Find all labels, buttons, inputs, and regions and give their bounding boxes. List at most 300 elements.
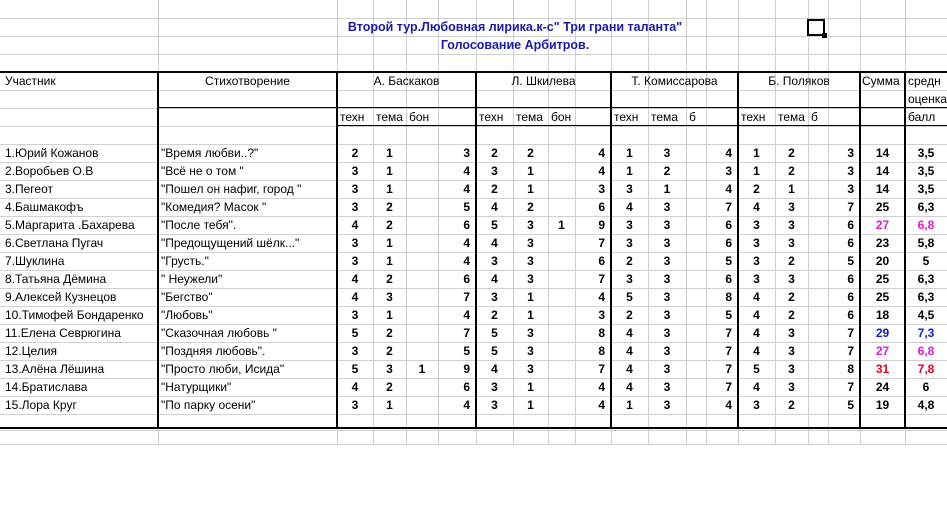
poem-title[interactable]: "Время любви..?" bbox=[161, 146, 259, 160]
score-cell[interactable] bbox=[808, 216, 828, 234]
score-cell[interactable]: 3 bbox=[527, 272, 534, 286]
score-cell[interactable]: 3 bbox=[847, 146, 854, 160]
total-sum[interactable]: 25 bbox=[875, 272, 890, 286]
poem-title[interactable]: "Просто люби, Исида" bbox=[161, 362, 285, 376]
score-cell[interactable]: 6 bbox=[463, 380, 470, 394]
score-cell[interactable] bbox=[548, 180, 575, 198]
score-cell[interactable]: 3 bbox=[386, 362, 393, 376]
score-cell[interactable]: 7 bbox=[847, 344, 854, 358]
score-cell[interactable]: 2 bbox=[527, 200, 534, 214]
score-cell[interactable]: 4 bbox=[626, 344, 633, 358]
score-cell[interactable] bbox=[548, 360, 575, 378]
score-cell[interactable]: 3 bbox=[527, 362, 534, 376]
average-score[interactable]: 6 bbox=[922, 380, 930, 394]
score-cell[interactable]: 5 bbox=[491, 326, 498, 340]
score-cell[interactable]: 1 bbox=[527, 380, 534, 394]
score-cell[interactable] bbox=[406, 162, 438, 180]
participant-name[interactable]: 13.Алёна Лёшина bbox=[5, 362, 105, 376]
total-sum[interactable]: 25 bbox=[875, 200, 890, 214]
score-cell[interactable]: 7 bbox=[598, 362, 605, 376]
total-sum[interactable]: 25 bbox=[875, 290, 890, 304]
score-cell[interactable]: 5 bbox=[725, 308, 732, 322]
score-cell[interactable]: 2 bbox=[788, 290, 795, 304]
score-cell[interactable] bbox=[808, 324, 828, 342]
score-cell[interactable]: 3 bbox=[626, 182, 633, 196]
score-cell[interactable]: 1 bbox=[386, 308, 393, 322]
score-cell[interactable] bbox=[548, 198, 575, 216]
score-cell[interactable]: 2 bbox=[386, 344, 393, 358]
score-cell[interactable] bbox=[406, 144, 438, 162]
score-cell[interactable]: 1 bbox=[626, 164, 633, 178]
score-cell[interactable]: 2 bbox=[788, 308, 795, 322]
score-cell[interactable]: 3 bbox=[626, 236, 633, 250]
score-cell[interactable]: 3 bbox=[598, 308, 605, 322]
header-sub-3-1[interactable]: техн bbox=[614, 110, 639, 124]
score-cell[interactable]: 8 bbox=[598, 326, 605, 340]
score-cell[interactable]: 3 bbox=[386, 290, 393, 304]
header-judge-2[interactable]: Л. Шкилева bbox=[511, 74, 576, 88]
score-cell[interactable]: 3 bbox=[788, 344, 795, 358]
score-cell[interactable]: 6 bbox=[463, 272, 470, 286]
score-cell[interactable]: 5 bbox=[463, 344, 470, 358]
header-sub-2-2[interactable]: тема bbox=[516, 110, 543, 124]
score-cell[interactable]: 3 bbox=[788, 380, 795, 394]
score-cell[interactable]: 3 bbox=[788, 218, 795, 232]
score-cell[interactable]: 6 bbox=[598, 200, 605, 214]
participant-name[interactable]: 5.Маргарита .Бахарева bbox=[5, 218, 135, 232]
score-cell[interactable]: 3 bbox=[351, 182, 359, 196]
score-cell[interactable]: 4 bbox=[753, 326, 760, 340]
average-score[interactable]: 5 bbox=[922, 254, 930, 268]
score-cell[interactable] bbox=[686, 144, 706, 162]
score-cell[interactable]: 6 bbox=[463, 218, 470, 232]
score-cell[interactable]: 6 bbox=[725, 236, 732, 250]
score-cell[interactable]: 5 bbox=[491, 344, 498, 358]
score-cell[interactable] bbox=[686, 360, 706, 378]
score-cell[interactable]: 6 bbox=[847, 272, 854, 286]
score-cell[interactable] bbox=[406, 288, 438, 306]
score-cell[interactable]: 3 bbox=[663, 308, 671, 322]
score-cell[interactable] bbox=[548, 342, 575, 360]
header-avg-2[interactable]: оценка bbox=[908, 92, 947, 106]
score-cell[interactable]: 3 bbox=[788, 200, 795, 214]
score-cell[interactable]: 2 bbox=[386, 272, 393, 286]
header-judge-1[interactable]: А. Баскаков bbox=[373, 74, 440, 88]
score-cell[interactable] bbox=[548, 144, 575, 162]
score-cell[interactable]: 2 bbox=[788, 146, 795, 160]
header-sub-3-3[interactable]: б bbox=[689, 110, 696, 124]
score-cell[interactable]: 3 bbox=[527, 236, 534, 250]
score-cell[interactable]: 2 bbox=[626, 308, 633, 322]
score-cell[interactable]: 3 bbox=[527, 344, 534, 358]
header-sub-1-1[interactable]: техн bbox=[340, 110, 365, 124]
participant-name[interactable]: 6.Светлана Пугач bbox=[5, 236, 104, 250]
score-cell[interactable]: 1 bbox=[753, 164, 760, 178]
score-cell[interactable]: 3 bbox=[663, 326, 671, 340]
score-cell[interactable]: 7 bbox=[847, 200, 854, 214]
score-cell[interactable]: 5 bbox=[491, 218, 498, 232]
header-poem[interactable]: Стихотворение bbox=[205, 74, 290, 88]
poem-title[interactable]: " Неужели" bbox=[161, 272, 223, 286]
header-sub-2-3[interactable]: бон bbox=[551, 110, 572, 124]
score-cell[interactable]: 2 bbox=[491, 182, 498, 196]
score-cell[interactable]: 4 bbox=[626, 200, 633, 214]
score-cell[interactable]: 3 bbox=[753, 398, 760, 412]
score-cell[interactable] bbox=[406, 216, 438, 234]
score-cell[interactable]: 8 bbox=[598, 344, 605, 358]
score-cell[interactable] bbox=[686, 234, 706, 252]
score-cell[interactable]: 1 bbox=[626, 146, 633, 160]
score-cell[interactable]: 4 bbox=[598, 398, 605, 412]
score-cell[interactable] bbox=[686, 324, 706, 342]
poem-title[interactable]: "Натурщики" bbox=[161, 380, 232, 394]
score-cell[interactable]: 3 bbox=[351, 236, 359, 250]
score-cell[interactable]: 6 bbox=[847, 290, 854, 304]
average-score[interactable]: 6,8 bbox=[917, 218, 935, 232]
score-cell[interactable]: 7 bbox=[463, 290, 470, 304]
score-cell[interactable]: 3 bbox=[527, 326, 534, 340]
poem-title[interactable]: "Любовь" bbox=[161, 308, 213, 322]
score-cell[interactable]: 3 bbox=[663, 380, 671, 394]
score-cell[interactable]: 3 bbox=[788, 326, 795, 340]
score-cell[interactable] bbox=[686, 252, 706, 270]
total-sum[interactable]: 18 bbox=[875, 308, 890, 322]
score-cell[interactable]: 4 bbox=[491, 272, 498, 286]
poem-title[interactable]: "Бегство" bbox=[161, 290, 213, 304]
score-cell[interactable]: 4 bbox=[351, 380, 359, 394]
score-cell[interactable]: 6 bbox=[598, 254, 605, 268]
score-cell[interactable] bbox=[406, 180, 438, 198]
average-score[interactable]: 3,5 bbox=[917, 182, 935, 196]
score-cell[interactable] bbox=[808, 396, 828, 414]
score-cell[interactable]: 4 bbox=[626, 362, 633, 376]
poem-title[interactable]: "Поздняя любовь". bbox=[161, 344, 266, 358]
score-cell[interactable]: 2 bbox=[491, 308, 498, 322]
header-judge-4[interactable]: Б. Поляков bbox=[768, 74, 830, 88]
poem-title[interactable]: "После тебя". bbox=[161, 218, 237, 232]
average-score[interactable]: 6,3 bbox=[917, 200, 935, 214]
score-cell[interactable] bbox=[686, 198, 706, 216]
score-cell[interactable]: 4 bbox=[491, 362, 498, 376]
header-sub-1-2[interactable]: тема bbox=[376, 110, 403, 124]
score-cell[interactable]: 1 bbox=[527, 182, 534, 196]
score-cell[interactable]: 1 bbox=[663, 182, 671, 196]
header-sub-4-3[interactable]: б bbox=[811, 110, 818, 124]
score-cell[interactable]: 2 bbox=[351, 146, 359, 160]
score-cell[interactable] bbox=[548, 270, 575, 288]
score-cell[interactable]: 2 bbox=[663, 164, 671, 178]
score-cell[interactable]: 4 bbox=[753, 380, 760, 394]
selected-cell-indicator[interactable] bbox=[807, 19, 825, 36]
score-cell[interactable] bbox=[406, 234, 438, 252]
score-cell[interactable]: 2 bbox=[527, 146, 534, 160]
score-cell[interactable] bbox=[406, 270, 438, 288]
average-score[interactable]: 4,5 bbox=[917, 308, 935, 322]
score-cell[interactable] bbox=[808, 360, 828, 378]
score-cell[interactable]: 7 bbox=[725, 380, 732, 394]
score-cell[interactable] bbox=[406, 324, 438, 342]
average-score[interactable]: 6,3 bbox=[917, 272, 935, 286]
total-sum[interactable]: 31 bbox=[875, 362, 890, 376]
poem-title[interactable]: "Пошел он нафиг, город " bbox=[161, 182, 302, 196]
header-avg[interactable]: средн bbox=[908, 74, 941, 88]
score-cell[interactable]: 3 bbox=[753, 272, 760, 286]
score-cell[interactable]: 7 bbox=[725, 326, 732, 340]
score-cell[interactable]: 1 bbox=[753, 146, 760, 160]
participant-name[interactable]: 2.Воробьев О.В bbox=[5, 164, 94, 178]
score-cell[interactable] bbox=[686, 306, 706, 324]
total-sum[interactable]: 27 bbox=[875, 218, 890, 232]
score-cell[interactable] bbox=[548, 252, 575, 270]
score-cell[interactable]: 1 bbox=[626, 398, 633, 412]
score-cell[interactable] bbox=[406, 396, 438, 414]
score-cell[interactable] bbox=[548, 234, 575, 252]
header-sub-4-1[interactable]: техн bbox=[741, 110, 766, 124]
score-cell[interactable]: 2 bbox=[788, 254, 795, 268]
score-cell[interactable]: 3 bbox=[491, 290, 498, 304]
score-cell[interactable]: 3 bbox=[527, 254, 534, 268]
score-cell[interactable]: 3 bbox=[663, 146, 671, 160]
header-sub-1-3[interactable]: бон bbox=[409, 110, 430, 124]
score-cell[interactable]: 4 bbox=[753, 344, 760, 358]
score-cell[interactable]: 2 bbox=[788, 164, 795, 178]
score-cell[interactable]: 3 bbox=[598, 182, 605, 196]
score-cell[interactable]: 3 bbox=[351, 398, 359, 412]
score-cell[interactable]: 4 bbox=[626, 380, 633, 394]
total-sum[interactable]: 27 bbox=[875, 344, 890, 358]
score-cell[interactable]: 1 bbox=[527, 398, 534, 412]
score-cell[interactable]: 4 bbox=[463, 164, 470, 178]
total-sum[interactable]: 14 bbox=[875, 164, 890, 178]
score-cell[interactable] bbox=[686, 288, 706, 306]
poem-title[interactable]: "Всё не о том " bbox=[161, 164, 244, 178]
score-cell[interactable]: 4 bbox=[491, 200, 498, 214]
score-cell[interactable]: 4 bbox=[626, 326, 633, 340]
score-cell[interactable]: 3 bbox=[491, 380, 498, 394]
score-cell[interactable]: 4 bbox=[753, 290, 760, 304]
score-cell[interactable]: 3 bbox=[788, 236, 795, 250]
total-sum[interactable]: 19 bbox=[875, 398, 890, 412]
score-cell[interactable]: 6 bbox=[725, 272, 732, 286]
score-cell[interactable] bbox=[808, 198, 828, 216]
score-cell[interactable]: 8 bbox=[725, 290, 732, 304]
score-cell[interactable]: 1 bbox=[527, 308, 534, 322]
score-cell[interactable]: 4 bbox=[463, 182, 470, 196]
score-cell[interactable]: 2 bbox=[386, 326, 393, 340]
score-cell[interactable]: 4 bbox=[351, 218, 359, 232]
score-cell[interactable] bbox=[406, 306, 438, 324]
score-cell[interactable] bbox=[808, 342, 828, 360]
average-score[interactable]: 6,8 bbox=[917, 344, 935, 358]
score-cell[interactable]: 4 bbox=[753, 200, 760, 214]
score-cell[interactable]: 6 bbox=[847, 218, 854, 232]
participant-name[interactable]: 7.Шуклина bbox=[5, 254, 65, 268]
score-cell[interactable]: 6 bbox=[725, 218, 732, 232]
participant-name[interactable]: 3.Пегеот bbox=[5, 182, 53, 196]
score-cell[interactable]: 5 bbox=[753, 362, 760, 376]
header-ball[interactable]: балл bbox=[908, 110, 936, 124]
score-cell[interactable] bbox=[808, 180, 828, 198]
score-cell[interactable] bbox=[808, 252, 828, 270]
score-cell[interactable]: 3 bbox=[663, 272, 671, 286]
score-cell[interactable]: 4 bbox=[725, 182, 732, 196]
score-cell[interactable]: 4 bbox=[463, 398, 470, 412]
score-cell[interactable]: 3 bbox=[753, 218, 760, 232]
score-cell[interactable]: 4 bbox=[351, 290, 359, 304]
poem-title[interactable]: "Комедия? Масок " bbox=[161, 200, 267, 214]
poem-title[interactable]: "Грусть." bbox=[161, 254, 209, 268]
score-cell[interactable]: 2 bbox=[788, 398, 795, 412]
score-cell[interactable]: 3 bbox=[725, 164, 732, 178]
score-cell[interactable]: 7 bbox=[725, 362, 732, 376]
participant-name[interactable]: 4.Башмакофъ bbox=[5, 200, 84, 214]
score-cell[interactable]: 2 bbox=[386, 380, 393, 394]
score-cell[interactable]: 1 bbox=[386, 146, 393, 160]
score-cell[interactable] bbox=[548, 288, 575, 306]
score-cell[interactable]: 5 bbox=[725, 254, 732, 268]
score-cell[interactable]: 3 bbox=[626, 218, 633, 232]
header-sum[interactable]: Сумма bbox=[862, 74, 900, 88]
score-cell[interactable]: 5 bbox=[351, 362, 359, 376]
header-judge-3[interactable]: Т. Комиссарова bbox=[631, 74, 718, 88]
score-cell[interactable]: 6 bbox=[847, 236, 854, 250]
score-cell[interactable]: 3 bbox=[753, 254, 760, 268]
score-cell[interactable]: 3 bbox=[663, 200, 671, 214]
score-cell[interactable] bbox=[686, 162, 706, 180]
score-cell[interactable]: 9 bbox=[463, 362, 470, 376]
score-cell[interactable]: 5 bbox=[847, 254, 854, 268]
score-cell[interactable]: 1 bbox=[386, 398, 393, 412]
score-cell[interactable]: 3 bbox=[847, 182, 854, 196]
score-cell[interactable]: 4 bbox=[491, 236, 498, 250]
score-cell[interactable] bbox=[686, 378, 706, 396]
score-cell[interactable]: 1 bbox=[386, 236, 393, 250]
total-sum[interactable]: 23 bbox=[875, 236, 890, 250]
score-cell[interactable]: 3 bbox=[788, 272, 795, 286]
score-cell[interactable]: 4 bbox=[598, 290, 605, 304]
score-cell[interactable]: 2 bbox=[626, 254, 633, 268]
score-cell[interactable] bbox=[686, 342, 706, 360]
average-score[interactable]: 3,5 bbox=[917, 146, 935, 160]
average-score[interactable]: 6,3 bbox=[917, 290, 935, 304]
score-cell[interactable]: 1 bbox=[418, 362, 426, 376]
score-cell[interactable]: 1 bbox=[386, 254, 393, 268]
total-sum[interactable]: 29 bbox=[875, 326, 890, 340]
score-cell[interactable]: 3 bbox=[351, 344, 359, 358]
score-cell[interactable]: 7 bbox=[598, 236, 605, 250]
score-cell[interactable]: 4 bbox=[351, 272, 359, 286]
participant-name[interactable]: 15.Лора Круг bbox=[5, 398, 77, 412]
score-cell[interactable]: 3 bbox=[663, 398, 671, 412]
score-cell[interactable]: 7 bbox=[725, 200, 732, 214]
score-cell[interactable] bbox=[406, 252, 438, 270]
score-cell[interactable]: 5 bbox=[463, 200, 470, 214]
participant-name[interactable]: 14.Братислава bbox=[5, 380, 88, 394]
total-sum[interactable]: 14 bbox=[875, 146, 890, 160]
participant-name[interactable]: 1.Юрий Кожанов bbox=[5, 146, 99, 160]
total-sum[interactable]: 20 bbox=[875, 254, 890, 268]
score-cell[interactable]: 3 bbox=[663, 218, 671, 232]
score-cell[interactable]: 3 bbox=[663, 344, 671, 358]
score-cell[interactable]: 4 bbox=[598, 146, 605, 160]
score-cell[interactable]: 5 bbox=[847, 398, 854, 412]
score-cell[interactable]: 7 bbox=[725, 344, 732, 358]
score-cell[interactable]: 4 bbox=[463, 308, 470, 322]
score-cell[interactable]: 7 bbox=[463, 326, 470, 340]
total-sum[interactable]: 24 bbox=[875, 380, 890, 394]
score-cell[interactable]: 1 bbox=[558, 218, 565, 232]
score-cell[interactable] bbox=[808, 234, 828, 252]
score-cell[interactable]: 7 bbox=[847, 380, 854, 394]
score-cell[interactable]: 3 bbox=[788, 362, 795, 376]
score-cell[interactable] bbox=[808, 270, 828, 288]
header-participant[interactable]: Участник bbox=[5, 74, 56, 88]
score-cell[interactable]: 5 bbox=[351, 326, 359, 340]
score-cell[interactable] bbox=[686, 270, 706, 288]
score-cell[interactable] bbox=[686, 180, 706, 198]
score-cell[interactable]: 4 bbox=[753, 308, 760, 322]
poem-title[interactable]: "Предощущений шёлк..." bbox=[161, 236, 300, 250]
score-cell[interactable]: 3 bbox=[663, 254, 671, 268]
score-cell[interactable] bbox=[406, 378, 438, 396]
score-cell[interactable] bbox=[548, 378, 575, 396]
score-cell[interactable]: 2 bbox=[386, 200, 393, 214]
average-score[interactable]: 7,8 bbox=[917, 362, 935, 376]
score-cell[interactable]: 1 bbox=[788, 182, 795, 196]
participant-name[interactable]: 12.Целия bbox=[5, 344, 58, 358]
poem-title[interactable]: "По парку осени" bbox=[161, 398, 256, 412]
participant-name[interactable]: 9.Алексей Кузнецов bbox=[5, 290, 117, 304]
score-cell[interactable]: 3 bbox=[463, 146, 470, 160]
score-cell[interactable]: 3 bbox=[663, 362, 671, 376]
score-cell[interactable]: 3 bbox=[351, 308, 359, 322]
score-cell[interactable]: 4 bbox=[463, 254, 470, 268]
average-score[interactable]: 5,8 bbox=[917, 236, 935, 250]
score-cell[interactable] bbox=[808, 378, 828, 396]
score-cell[interactable]: 3 bbox=[351, 200, 359, 214]
participant-name[interactable]: 10.Тимофей Бондаренко bbox=[5, 308, 144, 322]
score-cell[interactable] bbox=[808, 162, 828, 180]
score-cell[interactable]: 2 bbox=[386, 218, 393, 232]
score-cell[interactable]: 3 bbox=[351, 164, 359, 178]
score-cell[interactable]: 4 bbox=[598, 380, 605, 394]
score-cell[interactable] bbox=[686, 396, 706, 414]
score-cell[interactable]: 3 bbox=[491, 164, 498, 178]
score-cell[interactable] bbox=[808, 306, 828, 324]
score-cell[interactable]: 4 bbox=[725, 146, 732, 160]
score-cell[interactable]: 2 bbox=[753, 182, 760, 196]
score-cell[interactable]: 1 bbox=[527, 164, 534, 178]
score-cell[interactable] bbox=[548, 324, 575, 342]
score-cell[interactable]: 3 bbox=[663, 236, 671, 250]
total-sum[interactable]: 14 bbox=[875, 182, 890, 196]
score-cell[interactable]: 3 bbox=[527, 218, 534, 232]
score-cell[interactable]: 4 bbox=[463, 236, 470, 250]
score-cell[interactable]: 2 bbox=[491, 146, 498, 160]
score-cell[interactable]: 1 bbox=[386, 182, 393, 196]
average-score[interactable]: 4,8 bbox=[917, 398, 935, 412]
poem-title[interactable]: "Сказочная любовь " bbox=[161, 326, 277, 340]
participant-name[interactable]: 11.Елена Севрюгина bbox=[5, 326, 121, 340]
score-cell[interactable] bbox=[686, 216, 706, 234]
score-cell[interactable]: 4 bbox=[598, 164, 605, 178]
score-cell[interactable] bbox=[808, 144, 828, 162]
header-sub-3-2[interactable]: тема bbox=[651, 110, 678, 124]
score-cell[interactable] bbox=[548, 162, 575, 180]
score-cell[interactable] bbox=[808, 288, 828, 306]
score-cell[interactable] bbox=[406, 198, 438, 216]
score-cell[interactable]: 4 bbox=[725, 398, 732, 412]
